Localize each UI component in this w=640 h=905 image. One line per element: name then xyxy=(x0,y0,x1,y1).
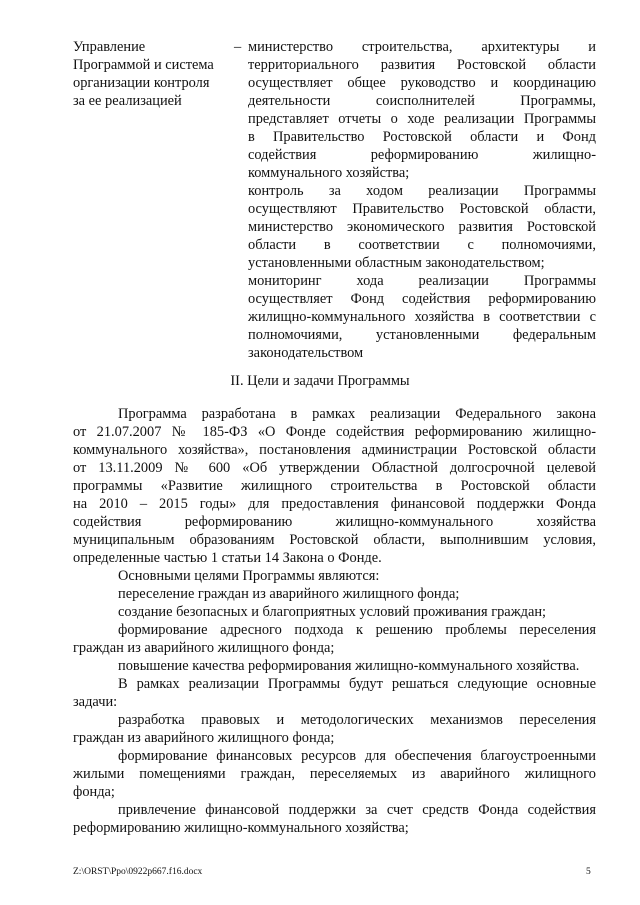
label-line: Программой и система xyxy=(73,57,214,73)
paragraph-line: граждан из аварийного жилищного фонда; xyxy=(73,640,335,656)
content-line: осуществляют Правительство Ростовской области, xyxy=(248,201,596,217)
content-line: области в соответствии с полномочиями, xyxy=(248,237,596,253)
content-line: жилищно-коммунального хозяйства в соответствии с xyxy=(248,309,596,325)
content-line: коммунального хозяйства; xyxy=(248,165,410,181)
content-line: представляет отчеты о ходе реализации Программы xyxy=(248,111,596,127)
paragraph-line: повышение качества реформирования жилищно-коммунального хозяйства. xyxy=(118,658,580,674)
paragraph-line: содействия реформированию жилищно-коммунального хозяйства xyxy=(73,514,596,530)
content-line: законодательством xyxy=(248,345,364,361)
content-line: в Правительство Ростовской области и Фонд xyxy=(248,129,596,145)
paragraph-line: формирование адресного подхода к решению проблемы переселения xyxy=(118,622,596,638)
row-separator-dash: – xyxy=(234,39,242,55)
content-line: контроль за ходом реализации Программы xyxy=(248,183,596,199)
label-line: организации контроля xyxy=(73,75,210,91)
paragraph-line: от 21.07.2007 № 185-ФЗ «О Фонде содействия реформированию жилищно- xyxy=(73,424,596,440)
footer-file-path: Z:\ORST\Ppo\0922p667.f16.docx xyxy=(73,867,203,877)
page-number: 5 xyxy=(586,867,591,877)
paragraph-line: создание безопасных и благоприятных условий проживания граждан; xyxy=(118,604,547,620)
paragraph-line: граждан из аварийного жилищного фонда; xyxy=(73,730,335,746)
paragraph-line: на 2010 – 2015 годы» для предоставления финансовой поддержки Фонда xyxy=(73,496,596,512)
paragraph-line: Основными целями Программы являются: xyxy=(118,568,380,584)
paragraph-line: реформированию жилищно-коммунального хозяйства; xyxy=(73,820,409,836)
paragraph-line: привлечение финансовой поддержки за счет средств Фонда содействия xyxy=(118,802,596,818)
content-line: министерство строительства, архитектуры и xyxy=(248,39,596,55)
paragraph-line: разработка правовых и методологических механизмов переселения xyxy=(118,712,596,728)
paragraph-line: от 13.11.2009 № 600 «Об утверждении Областной долгосрочной целевой xyxy=(73,460,596,476)
content-line: полномочиями, установленными федеральным xyxy=(248,327,596,343)
content-line: осуществляет Фонд содействия реформированию xyxy=(248,291,596,307)
content-line: территориального развития Ростовской области xyxy=(248,57,596,73)
paragraph-line: коммунального хозяйства», постановления администрации Ростовской области xyxy=(73,442,596,458)
paragraph-line: В рамках реализации Программы будут решаться следующие основные xyxy=(118,676,596,692)
content-line: мониторинг хода реализации Программы xyxy=(248,273,596,289)
body-text xyxy=(73,405,596,837)
content-line: установленными областным законодательством; xyxy=(248,255,545,271)
passport-row-content xyxy=(248,38,596,362)
paragraph-line: жилыми помещениями граждан, переселяемых из аварийного жилищного xyxy=(73,766,596,782)
content-line: деятельности соисполнителей Программы, xyxy=(248,93,596,109)
content-line: содействия реформированию жилищно- xyxy=(248,147,596,163)
paragraph-line: определенные частью 1 статьи 14 Закона о Фонде. xyxy=(73,550,382,566)
paragraph-line: фонда; xyxy=(73,784,115,800)
content-line: осуществляет общее руководство и координацию xyxy=(248,75,596,91)
paragraph-line: программы «Развитие жилищного строительства в Ростовской области xyxy=(73,478,596,494)
paragraph-line: задачи: xyxy=(73,694,118,710)
content-line: министерство экономического развития Ростовской xyxy=(248,219,596,235)
paragraph-line: переселение граждан из аварийного жилищного фонда; xyxy=(118,586,460,602)
section-heading: II. Цели и задачи Программы xyxy=(230,373,410,389)
paragraph-line: муниципальным образованиям Ростовской области, выполнившим условия, xyxy=(73,532,596,548)
paragraph-line: формирование финансовых ресурсов для обеспечения благоустроенными xyxy=(118,748,596,764)
label-line: Управление xyxy=(73,39,146,55)
paragraph-line: Программа разработана в рамках реализации Федерального закона xyxy=(118,406,596,422)
passport-row-label xyxy=(73,38,233,110)
label-line: за ее реализацией xyxy=(73,93,182,109)
